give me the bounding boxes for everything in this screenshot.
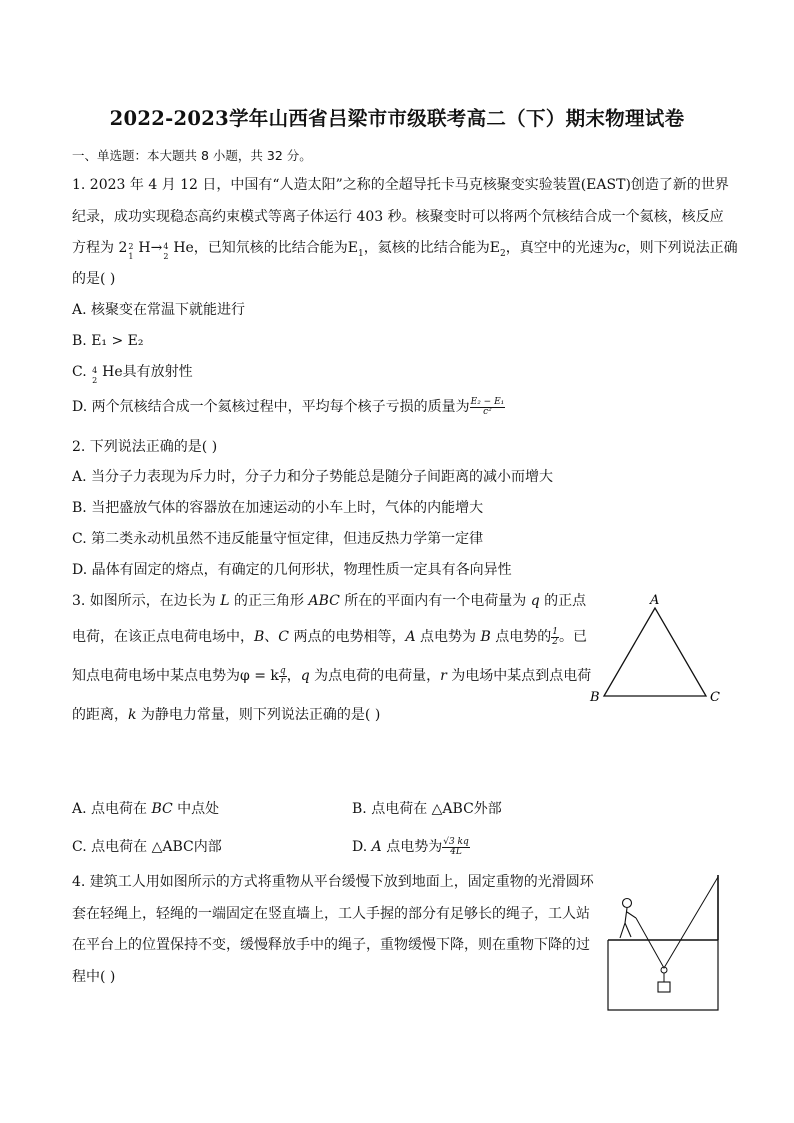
deuterium-symbol: 2 1: [128, 242, 134, 261]
section-heading: 一、单选题：本大题共 8 小题，共 32 分。: [72, 148, 312, 163]
q4-line2: 套在轻绳上，轻绳的一端固定在竖直墙上，工人手握的部分有足够长的绳子，工人站: [72, 906, 590, 922]
triangle-figure: [580, 588, 730, 708]
q3-line2: 电荷，在该正点电荷电场中，B、C 两点的电势相等，A 点电势为 B 点电势的 $\frac{1}{2}$ 。已: [72, 626, 587, 647]
vertex-c-label: C: [710, 690, 720, 705]
rope: [636, 877, 718, 968]
q1-line2: 纪录，成功实现稳态高约束模式等离子体运行 403 秒。核聚变时可以将两个氘核结合成一个氦核，核反应: [72, 209, 724, 225]
q1-line4: 的是( ): [72, 271, 116, 287]
q1-line3: 方程为 2 2 1 H→ 4 2 He，已知氘核的比结合能为$E_1$，氦核的比结合能为$E_2$，真空中的光速为c，则下列说法正确: [72, 240, 738, 261]
q2-stem: 2. 下列说法正确的是( ): [72, 439, 218, 455]
q3-line4: 的距离，k 为静电力常量，则下列说法正确的是( ): [72, 707, 381, 723]
vertex-a-label: A: [650, 593, 660, 608]
worker-icon: [620, 899, 636, 939]
q2-option-a: A. 当分子力表现为斥力时，分子力和分子势能总是随分子间距离的减小而增大: [72, 469, 554, 485]
q3-line1: 3. 如图所示，在边长为 L 的正三角形 ABC 所在的平面内有一个电荷量为 q 的正点: [72, 593, 587, 609]
page-title: 2022-2023学年山西省吕梁市市级联考高二（下）期末物理试卷: [109, 107, 685, 130]
q1-option-c: C. 4 2 He具有放射性: [72, 364, 193, 385]
worker-rope-figure: [600, 870, 730, 1015]
q1-option-d: D. 两个氘核结合成一个氦核过程中，平均每个核子亏损的质量为 $\frac{\text{E₂ − E₁}}{\text{c²}}$: [72, 396, 505, 417]
platform-box: [608, 940, 718, 1010]
q2-option-d: D. 晶体有固定的熔点，有确定的几何形状，物理性质一定具有各向异性: [72, 562, 512, 578]
q3-option-b: B. 点电荷在 △ABC外部: [352, 801, 502, 817]
q2-option-b: B. 当把盛放气体的容器放在加速运动的小车上时，气体的内能增大: [72, 500, 484, 516]
q2-option-c: C. 第二类永动机虽然不违反能量守恒定律，但违反热力学第一定律: [72, 531, 484, 547]
q1-option-b: B. E₁ > E₂: [72, 333, 144, 349]
q4-line3: 在平台上的位置保持不变，缓慢释放手中的绳子，重物缓慢下降，则在重物下降的过: [72, 937, 590, 953]
triangle-abc: [604, 608, 706, 696]
q3-line3: 知点电荷电场中某点电势为φ = k $\frac{q}{r}$ ，q 为点电荷的电荷量，r 为电场中某点到点电荷: [72, 665, 592, 686]
weight-block: [658, 982, 670, 992]
q1-line1: 1. 2023 年 4 月 12 日，中国有“人造太阳”之称的全超导托卡马克核聚变实验装置(EAST)创造了新的世界: [72, 177, 729, 193]
q1-option-a: A. 核聚变在常温下就能进行: [72, 302, 246, 318]
q4-line1: 4. 建筑工人用如图所示的方式将重物从平台缓慢下放到地面上，固定重物的光滑圆环: [72, 874, 594, 890]
q3-option-d: D. A 点电势为 $\frac{√3 kq}{4L}$: [352, 836, 469, 857]
q3-option-a: A. 点电荷在 BC 中点处: [72, 801, 220, 817]
q3-option-c: C. 点电荷在 △ABC内部: [72, 839, 222, 855]
vertex-b-label: B: [590, 690, 600, 705]
mass-defect-fraction: $\frac{\text{E₂ − E₁}}{\text{c²}}$: [470, 396, 505, 417]
q4-line4: 程中( ): [72, 969, 116, 985]
